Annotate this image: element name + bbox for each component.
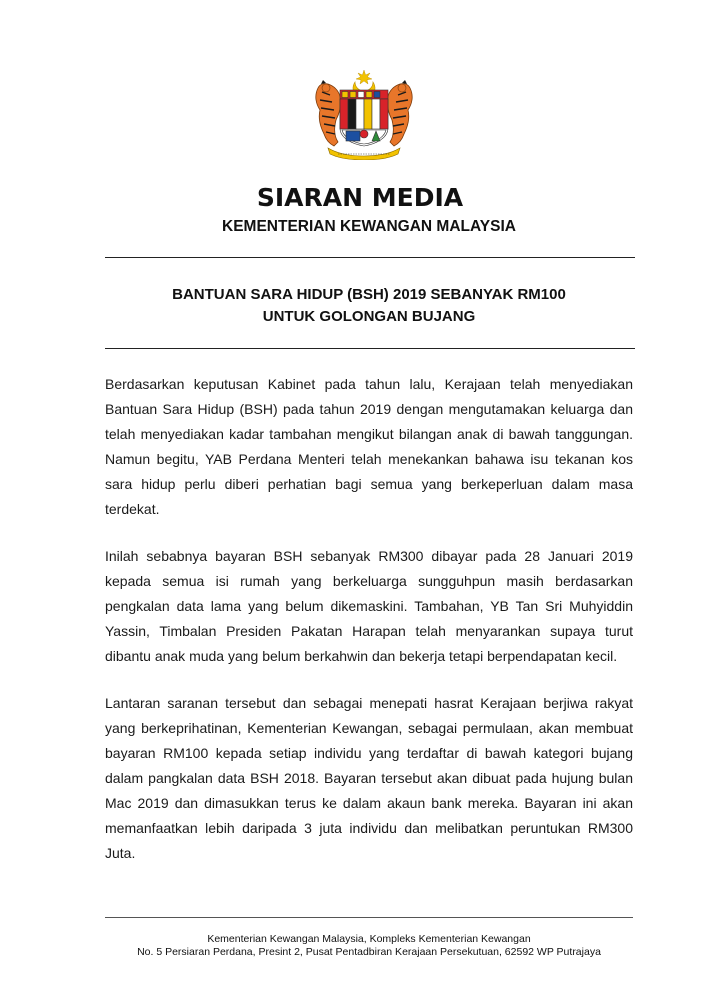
paragraph-1: Berdasarkan keputusan Kabinet pada tahun lalu, Kerajaan telah menyediakan Bantuan Sara Hidup (BSH) pada tahun 2019 dengan mengutamakan keluarga dan telah menyediakan kadar tambahan mengikut bilangan anak di bawah tanggungan. Namun begitu, YAB Perdana Menteri telah menekankan bahawa isu tekanan kos sara hidup perlu diberi perhatian bagi semua yang berkeperluan dalam masa terdekat. [105, 376, 633, 517]
paragraph-2: Inilah sebabnya bayaran BSH sebanyak RM300 dibayar pada 28 Januari 2019 kepada semua isi rumah yang berkeluarga sungguhpun masih berdasarkan pengkalan data lama yang belum dikemaskini. Tambahan, YB Tan Sri Muhyiddin Yassin, Timbalan Presiden Pakatan Harapan telah menyarankan supaya turut dibantu anak muda yang belum berkahwin dan bekerja tetapi berpendapatan kecil. [105, 548, 633, 664]
headline-divider [105, 348, 635, 349]
top-divider [105, 257, 635, 258]
footer-divider [105, 917, 633, 918]
coat-of-arms-icon [308, 68, 420, 160]
footer-line-1: Kementerian Kewangan Malaysia, Kompleks Kementerian Kewangan [207, 933, 531, 945]
headline-line-2: UNTUK GOLONGAN BUJANG [262, 308, 476, 325]
footer-line-2: No. 5 Persiaran Perdana, Presint 2, Pusat Pentadbiran Kerajaan Persekutuan, 62592 WP Putrajaya [137, 946, 601, 958]
ministry-name: KEMENTERIAN KEWANGAN MALAYSIA [222, 218, 516, 235]
press-release-body [105, 372, 633, 888]
headline [0, 284, 720, 328]
headline-line-1: BANTUAN SARA HIDUP (BSH) 2019 SEBANYAK RM100 [172, 286, 566, 303]
footer-address [0, 933, 720, 959]
page-title: SIARAN MEDIA [256, 183, 464, 212]
paragraph-3: Lantaran saranan tersebut dan sebagai menepati hasrat Kerajaan berjiwa rakyat yang berkeprihatinan, Kementerian Kewangan, sebagai permulaan, akan membuat bayaran RM100 kepada setiap individu yang terdaftar di bawah kategori bujang dalam pangkalan data BSH 2018. Bayaran tersebut akan dibuat pada hujung bulan Mac 2019 dan dimasukkan terus ke dalam akaun bank mereka. Bayaran ini akan memanfaatkan lebih daripada 3 juta individu dan melibatkan peruntukan RM300 Juta. [105, 695, 633, 861]
